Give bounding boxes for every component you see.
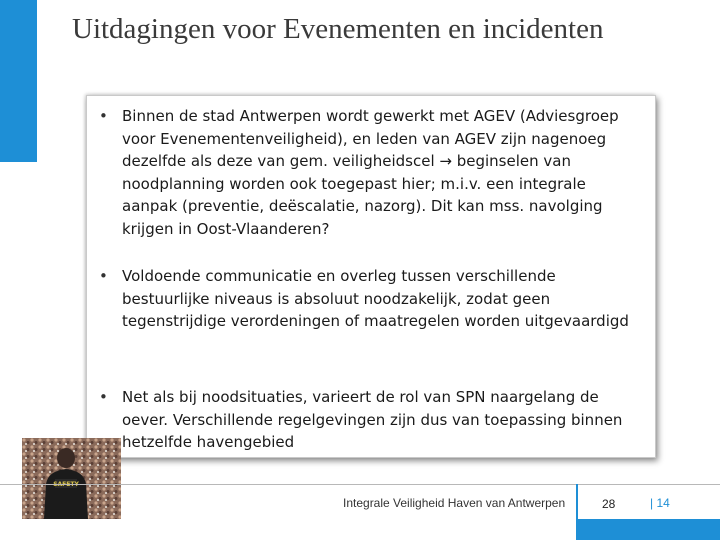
slide-title: Uitdagingen voor Evenementen en incidenten <box>72 13 604 45</box>
bullet-item <box>99 386 629 454</box>
crowd-safety-photo <box>22 438 121 519</box>
bullet-marker: • <box>99 107 108 125</box>
bullet-item <box>99 105 629 240</box>
bullet-marker: • <box>99 388 108 406</box>
crowd-photo-illustration <box>22 438 121 519</box>
content-box <box>86 95 656 458</box>
page-total: | 14 <box>650 496 670 510</box>
accent-bar <box>0 0 37 162</box>
bullet-text: Binnen de stad Antwerpen wordt gewerkt met AGEV (Adviesgroep voor Evenementenveiligheid), en leden van AGEV zijn nagenoeg dezelfde als deze van gem. veiligheidscel → beginselen van noodplanning worden ook toegepast hier; m.i.v. een integrale aanpak (preventie, deëscalatie, nazorg). Dit kan mss. navolging krijgen in Oost-Vlaanderen? <box>122 107 619 238</box>
footer-label: Integrale Veiligheid Haven van Antwerpen <box>343 496 566 510</box>
footer-accent-block <box>576 519 720 540</box>
bullet-text: Net als bij noodsituaties, varieert de rol van SPN naargelang de oever. Verschillende regelgevingen zijn dus van toepassing binnen hetzelfde havengebied <box>122 388 623 451</box>
bullet-marker: • <box>99 267 108 285</box>
footer-accent-line <box>576 484 578 520</box>
footer-divider <box>0 484 720 485</box>
slide-number: 28 <box>602 497 616 511</box>
bullet-item <box>99 265 629 333</box>
bullet-text: Voldoende communicatie en overleg tussen verschillende bestuurlijke niveaus is absoluut noodzakelijk, zodat geen tegenstrijdige verordeningen of maatregelen worden uitgevaardigd <box>122 267 629 330</box>
